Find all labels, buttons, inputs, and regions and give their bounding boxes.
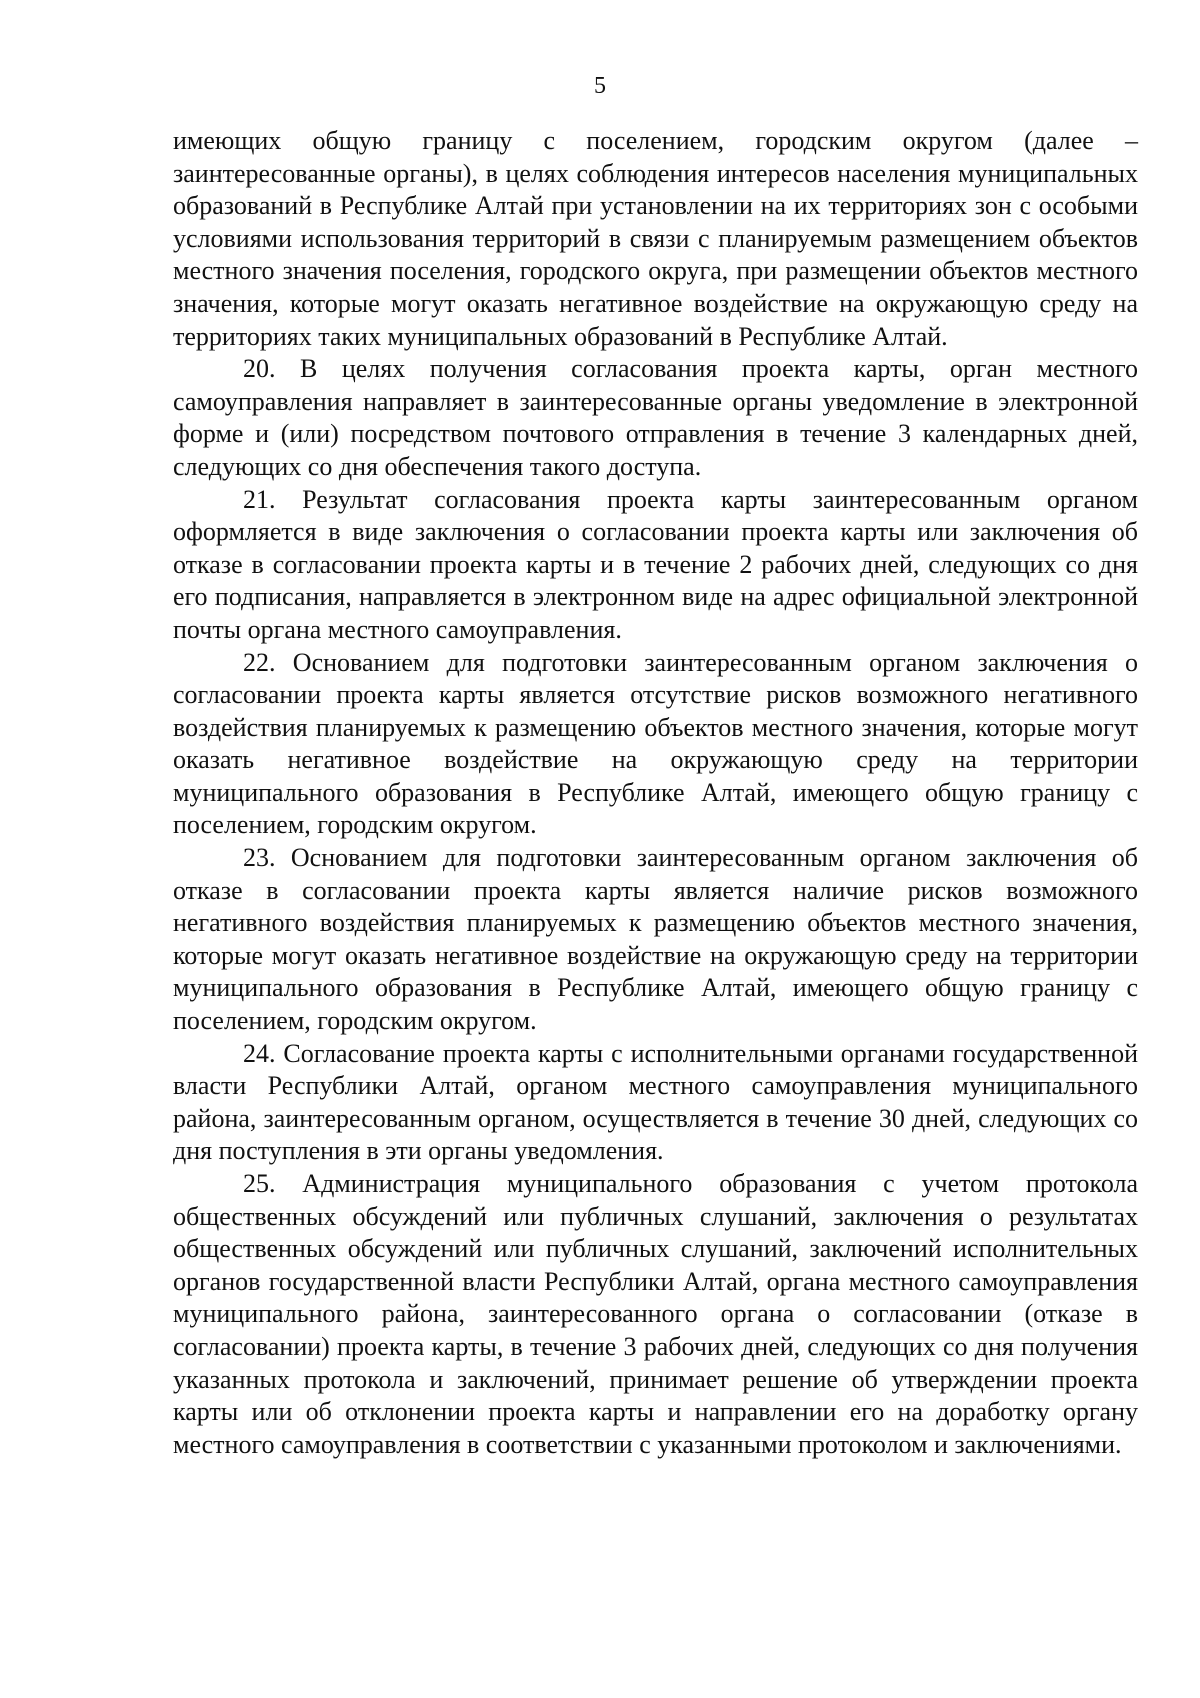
paragraph-20: 20. В целях получения согласования проекта карты, орган местного самоуправления направляет в заинтересованные органы уведомление в электронной форме и (или) посредством почтового отправления в течение 3 календарных дней, следующих со дня обеспечения такого доступа. [173, 354, 1138, 481]
paragraph-24: 24. Согласование проекта карты с исполнительными органами государственной власти Республики Алтай, органом местного самоуправления муниципального района, заинтересованным органом, осуществляется в течение 30 дней, следующих со дня поступления в эти органы уведомления. [173, 1038, 1138, 1166]
document-body [173, 125, 1138, 1461]
paragraph-22: 22. Основанием для подготовки заинтересованным органом заключения о согласовании проекта карты является отсутствие рисков возможного негативного воздействия планируемых к размещению объектов местного значения, которые могут оказать негативное воздействие на окружающую среду на территории муниципального образования в Республике Алтай, имеющего общую границу с поселением, городским округом. [173, 647, 1138, 840]
paragraph-25: 25. Администрация муниципального образования с учетом протокола общественных обсуждений или публичных слушаний, заключения о результатах общественных обсуждений или публичных слушаний, заключений исполнительных органов государственной власти Республики Алтай, органа местного самоуправления муниципального района, заинтересованного органа о согласовании (отказе в согласовании) проекта карты, в течение 3 рабочих дней, следующих со дня получения указанных протокола и заключений, принимает решение об утверждении проекта карты или об отклонении проекта карты и направлении его на доработку органу местного самоуправления в соответствии с указанными протоколом и заключениями. [173, 1169, 1138, 1459]
paragraph-continuation: имеющих общую границу с поселением, городским округом (далее – заинтересованные органы), в целях соблюдения интересов населения муниципальных образований в Республике Алтай при установлении на их территориях зон с особыми условиями использования территорий в связи с планируемым размещением объектов местного значения поселения, городского округа, при размещении объектов местного значения, которые могут оказать негативное воздействие на окружающую среду на территориях таких муниципальных образований в Республике Алтай. [173, 126, 1138, 351]
page-number: 5 [594, 73, 606, 99]
paragraph-21: 21. Результат согласования проекта карты заинтересованным органом оформляется в виде заключения о согласовании проекта карты или заключения об отказе в согласовании проекта карты и в течение 2 рабочих дней, следующих со дня его подписания, направляется в электронном виде на адрес официальной электронной почты органа местного самоуправления. [173, 484, 1138, 644]
paragraph-23: 23. Основанием для подготовки заинтересованным органом заключения об отказе в согласовании проекта карты является наличие рисков возможного негативного воздействия планируемых к размещению объектов местного значения, которые могут оказать негативное воздействие на окружающую среду на территории муниципального образования в Республике Алтай, имеющего общую границу с поселением, городским округом. [173, 843, 1138, 1036]
